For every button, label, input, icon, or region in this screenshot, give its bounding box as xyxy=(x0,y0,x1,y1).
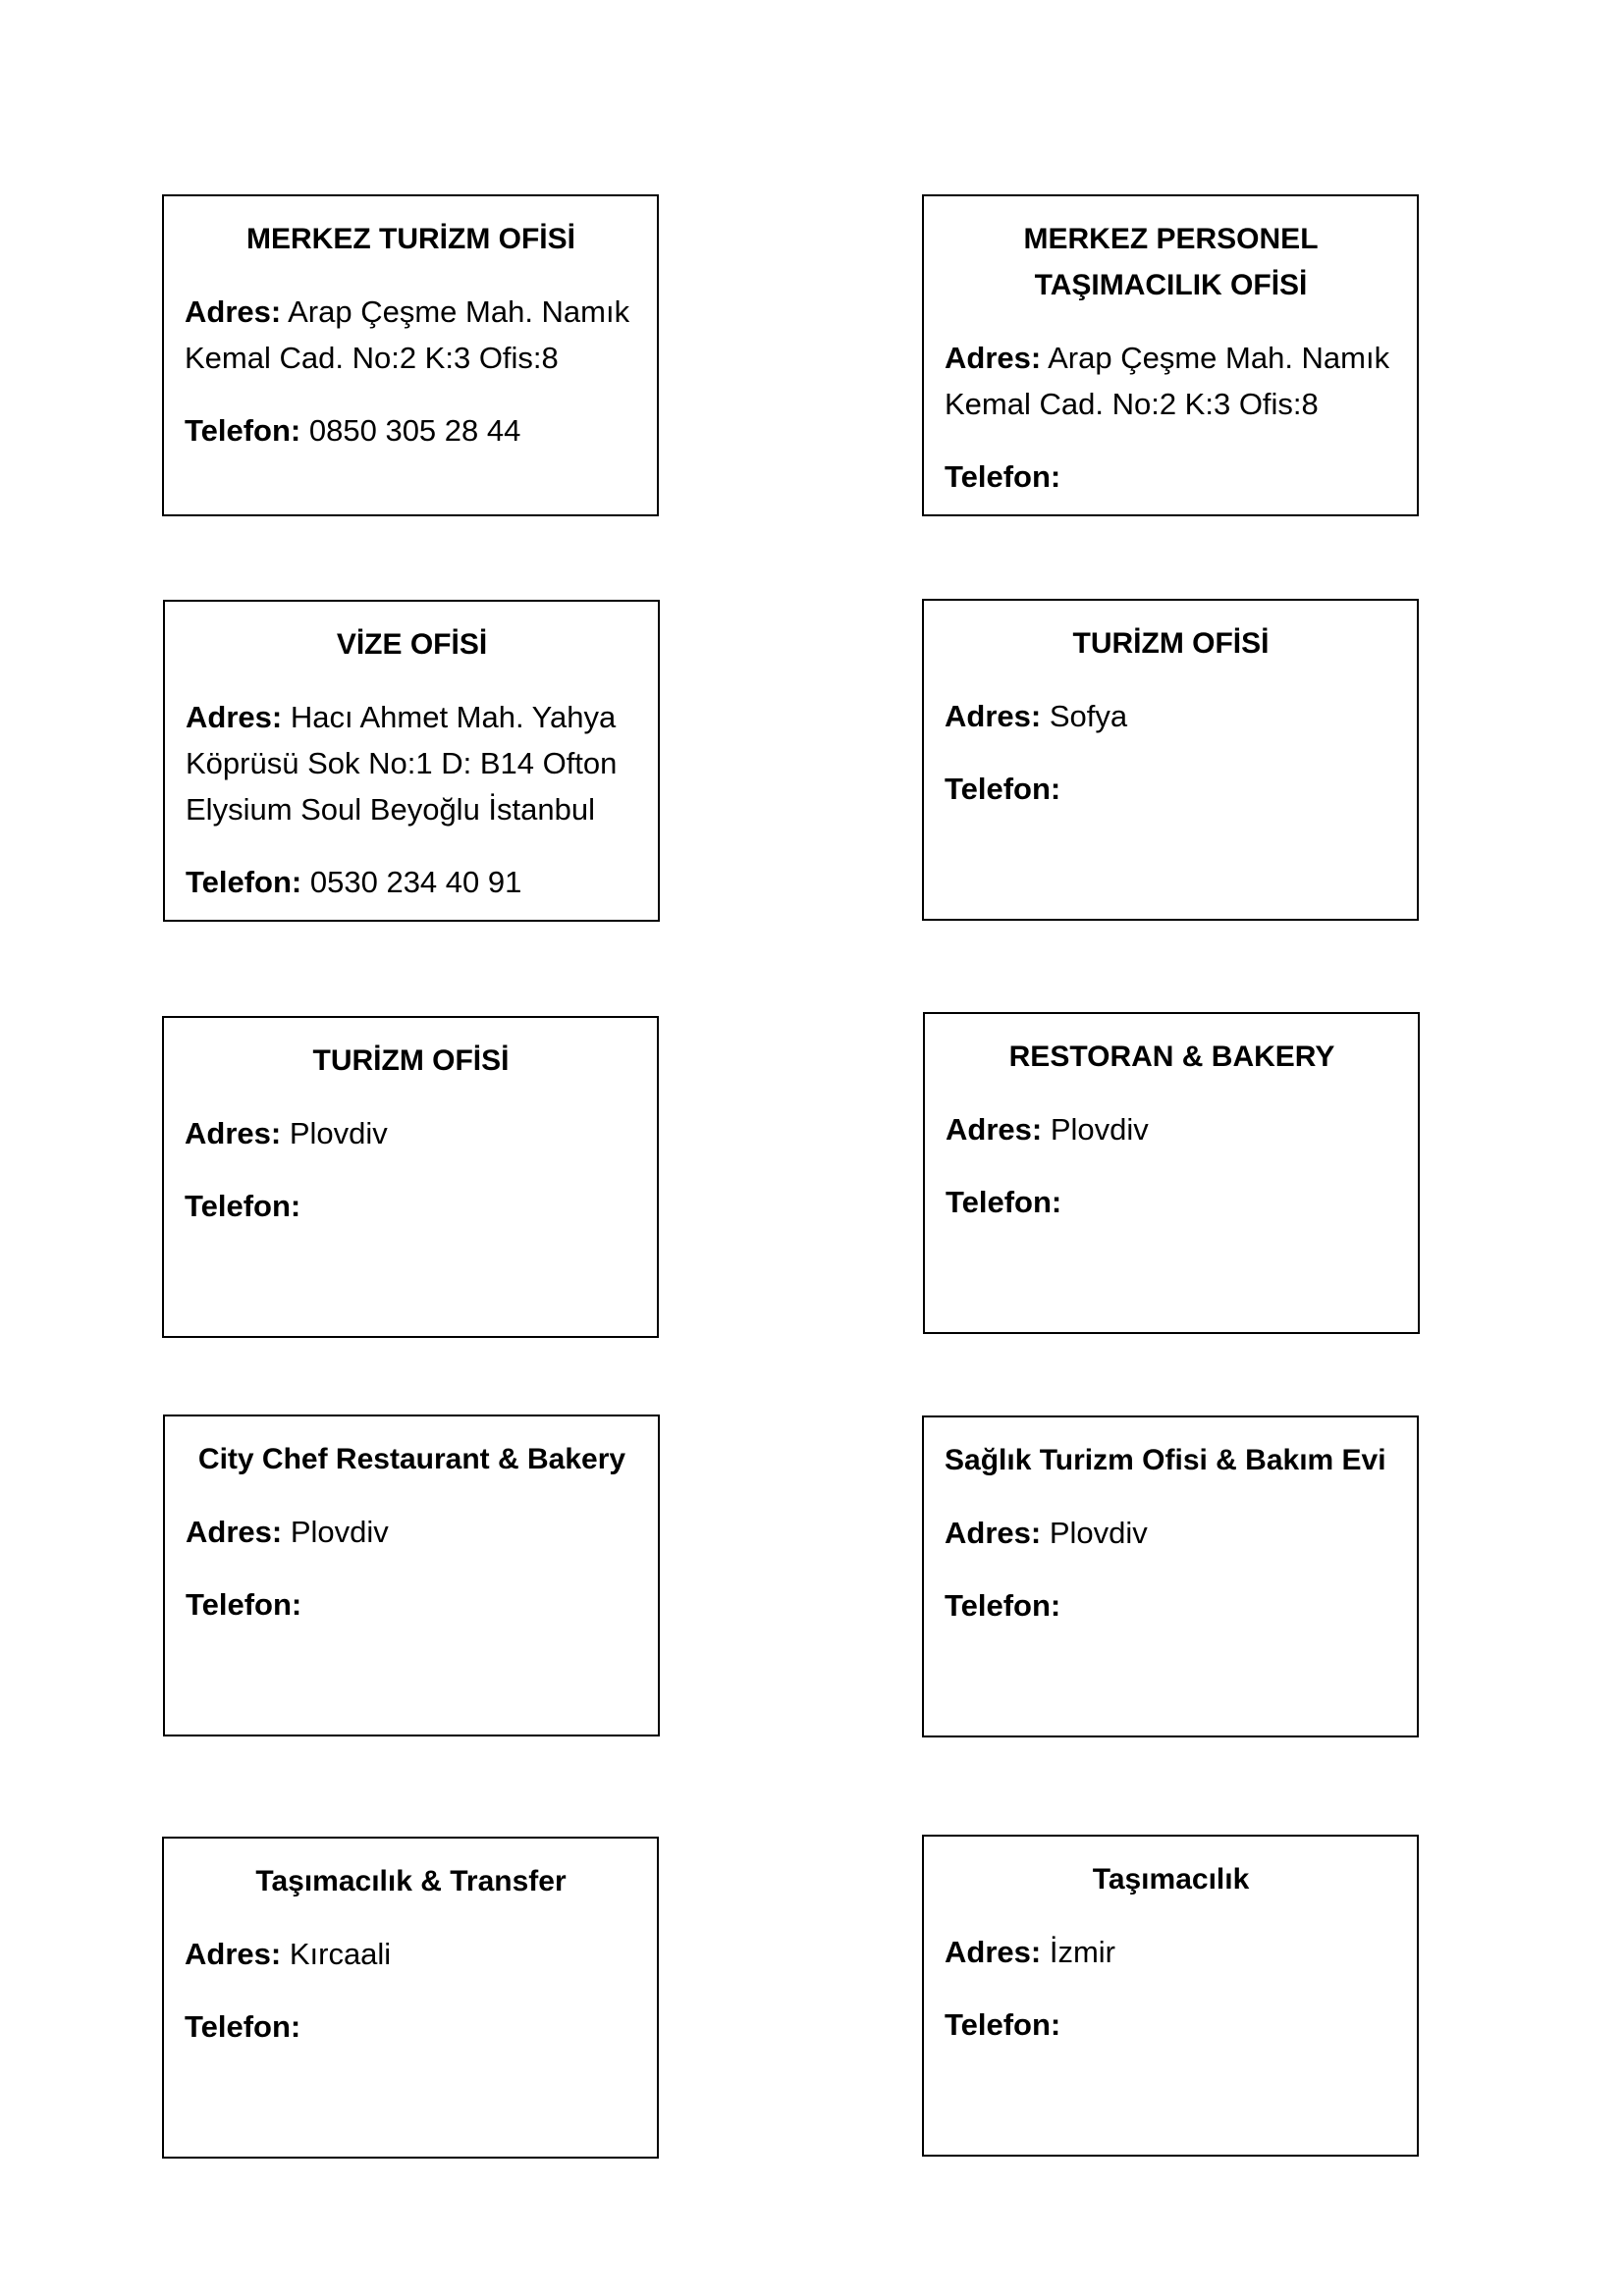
phone-label: Telefon: xyxy=(186,865,302,899)
office-title: TURİZM OFİSİ xyxy=(312,1044,510,1077)
office-phone xyxy=(945,1582,1397,1629)
office-address xyxy=(946,1106,1398,1152)
office-card-city-chef xyxy=(163,1415,660,1736)
office-title: Sağlık Turizm Ofisi & Bakım Evi xyxy=(945,1444,1386,1476)
office-address xyxy=(945,1929,1397,1975)
address-value: Sofya xyxy=(1049,699,1128,733)
address-value: Plovdiv xyxy=(1050,1112,1149,1147)
address-label: Adres: xyxy=(945,1516,1042,1550)
office-phone xyxy=(945,454,1397,500)
phone-label: Telefon: xyxy=(946,1185,1062,1219)
office-title: RESTORAN & BAKERY xyxy=(1008,1041,1335,1073)
address-value: Plovdiv xyxy=(289,1116,388,1150)
office-title: VİZE OFİSİ xyxy=(336,628,488,661)
office-card-vize xyxy=(163,600,660,922)
office-card-turizm-sofya xyxy=(922,599,1419,921)
phone-label: Telefon: xyxy=(945,1588,1061,1623)
office-title: TURİZM OFİSİ xyxy=(1072,627,1270,660)
office-title: Taşımacılık xyxy=(1092,1863,1250,1896)
office-phone xyxy=(185,2003,637,2050)
office-address xyxy=(186,1509,638,1555)
office-title: MERKEZ TURİZM OFİSİ xyxy=(246,223,575,255)
office-address xyxy=(945,1510,1397,1556)
address-label: Adres: xyxy=(945,1935,1042,1969)
office-card-merkez-personel xyxy=(922,194,1419,516)
address-value: Hacı Ahmet Mah. Yahya Köprüsü Sok No:1 D: B14 Ofton Elysium Soul Beyoğlu İstanbul xyxy=(186,700,618,827)
office-card-saglik-turizm xyxy=(922,1415,1419,1737)
phone-label: Telefon: xyxy=(185,2009,301,2044)
address-value: Plovdiv xyxy=(290,1515,389,1549)
office-title: MERKEZ PERSONEL TAŞIMACILIK OFİSİ xyxy=(1023,223,1319,301)
address-value: Plovdiv xyxy=(1049,1516,1148,1550)
office-card-tasimacilik-transfer xyxy=(162,1837,659,2159)
phone-label: Telefon: xyxy=(945,2007,1061,2042)
address-label: Adres: xyxy=(946,1112,1043,1147)
address-label: Adres: xyxy=(185,1116,282,1150)
address-label: Adres: xyxy=(185,1937,282,1971)
office-phone xyxy=(185,1183,637,1229)
phone-value: 0850 305 28 44 xyxy=(308,413,521,448)
address-label: Adres: xyxy=(945,341,1042,375)
address-label: Adres: xyxy=(186,700,283,734)
address-label: Adres: xyxy=(185,294,282,329)
phone-label: Telefon: xyxy=(945,772,1061,806)
address-label: Adres: xyxy=(186,1515,283,1549)
address-value: İzmir xyxy=(1049,1935,1115,1969)
office-address xyxy=(945,693,1397,739)
office-card-restoran-bakery xyxy=(923,1012,1420,1334)
phone-label: Telefon: xyxy=(185,413,301,448)
office-address xyxy=(186,694,638,832)
office-phone xyxy=(945,2002,1397,2048)
phone-label: Telefon: xyxy=(945,459,1061,494)
office-address xyxy=(945,335,1397,427)
office-card-merkez-turizm xyxy=(162,194,659,516)
office-phone xyxy=(945,766,1397,812)
phone-label: Telefon: xyxy=(186,1587,302,1622)
office-phone xyxy=(186,859,638,905)
address-label: Adres: xyxy=(945,699,1042,733)
office-address xyxy=(185,1931,637,1977)
office-title: City Chef Restaurant & Bakery xyxy=(197,1443,626,1475)
address-value: Arap Çeşme Mah. Namık Kemal Cad. No:2 K:3 Ofis:8 xyxy=(185,294,630,375)
address-value: Kırcaali xyxy=(289,1937,392,1971)
phone-label: Telefon: xyxy=(185,1189,301,1223)
office-address xyxy=(185,289,637,381)
office-phone xyxy=(186,1581,638,1628)
office-card-tasimacilik-izmir xyxy=(922,1835,1419,2157)
phone-value: 0530 234 40 91 xyxy=(309,865,522,899)
office-phone xyxy=(185,407,637,454)
address-value: Arap Çeşme Mah. Namık Kemal Cad. No:2 K:3 Ofis:8 xyxy=(945,341,1390,421)
office-card-turizm-plovdiv xyxy=(162,1016,659,1338)
office-title: Taşımacılık & Transfer xyxy=(255,1865,567,1897)
office-phone xyxy=(946,1179,1398,1225)
office-address xyxy=(185,1110,637,1156)
